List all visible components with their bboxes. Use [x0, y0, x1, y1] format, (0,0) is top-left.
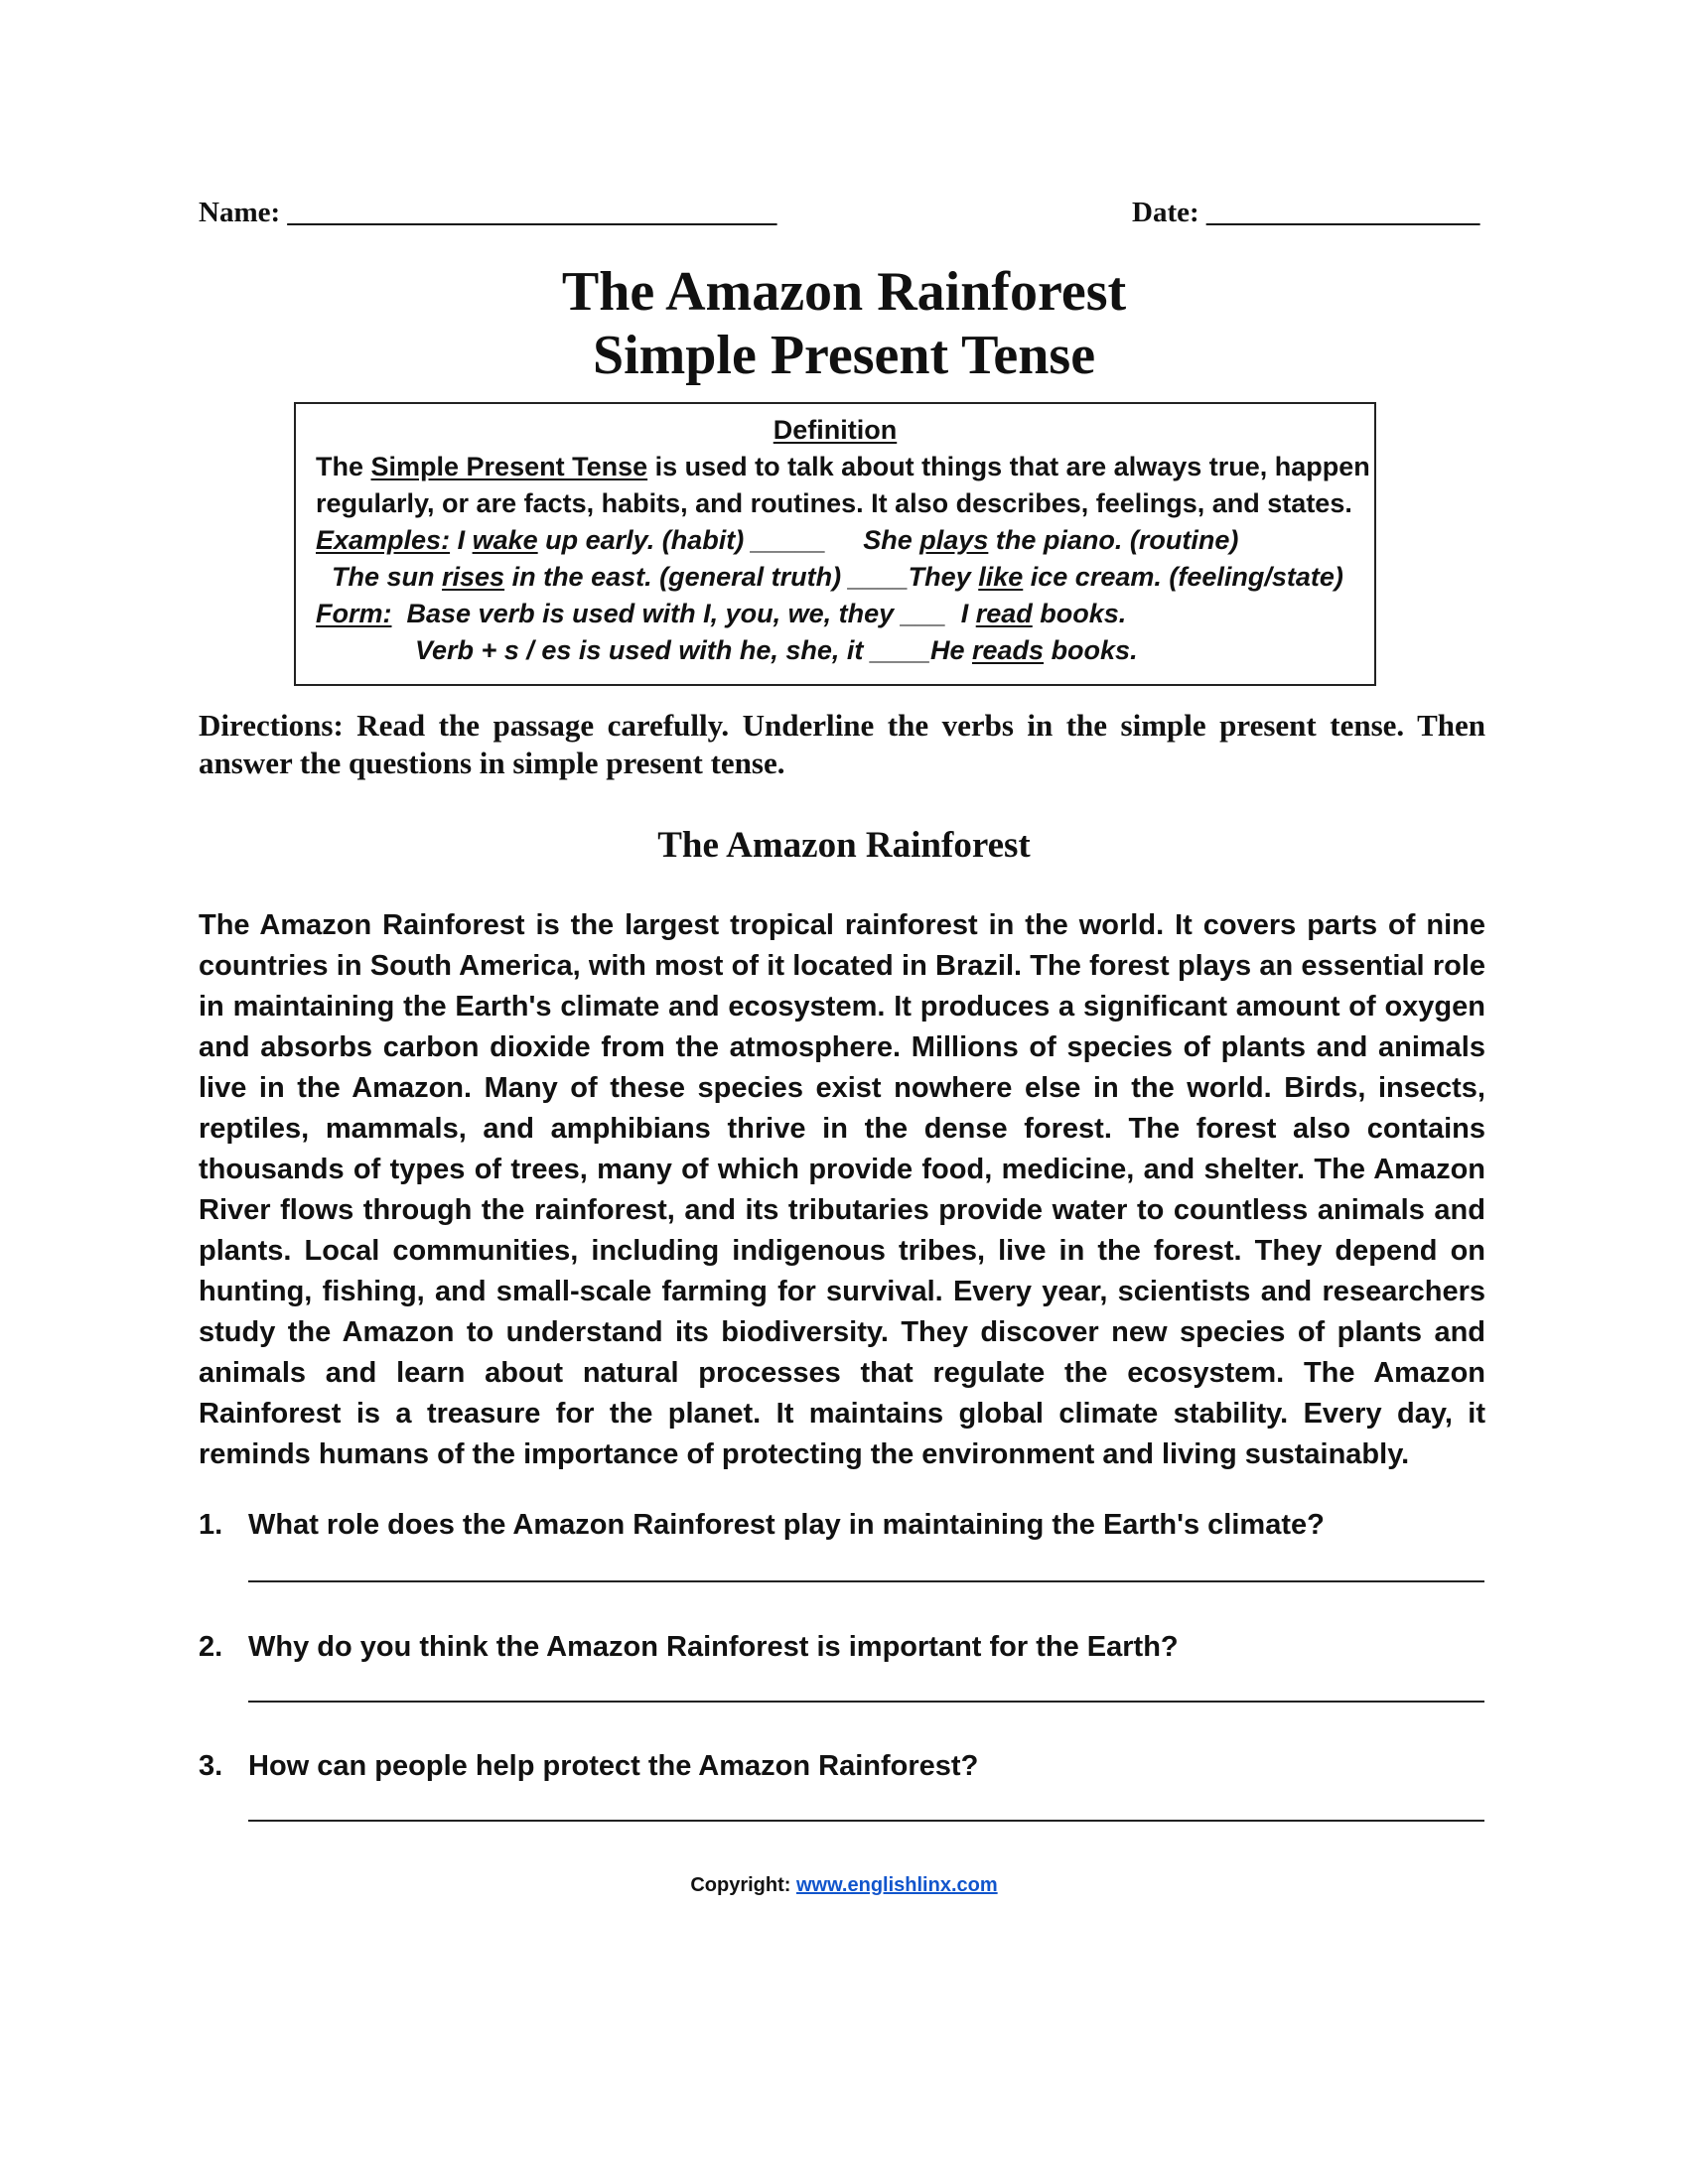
name-field[interactable]: Name: __________________________________	[199, 197, 777, 228]
page-subtitle: Simple Present Tense	[592, 325, 1096, 386]
question-2: 2. Why do you think the Amazon Rainforest is important for the Earth?	[199, 1631, 1179, 1663]
definition-box	[294, 402, 1376, 686]
copyright-link[interactable]: www.englishlinx.com	[796, 1874, 998, 1896]
form-line-1: Form: Base verb is used with I, you, we, they ___ I read books.	[316, 599, 1127, 628]
form-line-2: Verb + s / es is used with he, she, it ____He reads books.	[415, 635, 1138, 665]
answer-line-2[interactable]	[248, 1701, 1484, 1703]
copyright: Copyright: www.englishlinx.com	[690, 1874, 998, 1896]
page-title: The Amazon Rainforest	[561, 261, 1127, 323]
date-field[interactable]: Date: ___________________	[1132, 197, 1480, 228]
examples-line-2: The sun rises in the east. (general truth) ____They like ice cream. (feeling/state)	[332, 562, 1343, 592]
definition-heading: Definition	[773, 415, 898, 445]
definition-line-1: The Simple Present Tense is used to talk about things that are always true, happen	[316, 452, 1370, 481]
examples-line-1: Examples: I wake up early. (habit) _____ She plays the piano. (routine)	[316, 525, 1239, 555]
passage-title: The Amazon Rainforest	[657, 825, 1031, 866]
definition-line-2: regularly, or are facts, habits, and routines. It also describes, feelings, and states.	[316, 488, 1352, 518]
answer-line-3[interactable]	[248, 1820, 1484, 1822]
directions: Directions: Read the passage carefully. Underline the verbs in the simple present tense. Then answer the questions in simple present tense.	[199, 708, 1485, 780]
passage-text: The Amazon Rainforest is the largest tropical rainforest in the world. It covers parts of nine countries in South America, with most of it located in Brazil. The forest plays an essential role in maintaining the Earth's climate and ecosystem. It produces a significant amount of oxygen and absorbs carbon dioxide from the atmosphere. Millions of species of plants and animals live in the Amazon. Many of these species exist nowhere else in the world. Birds, insects, reptiles, mammals, and amphibians thrive in the dense forest. The forest also contains thousands of types of trees, many of which provide food, medicine, and shelter. The Amazon River flows through the rainforest, and its tributaries provide water to countless animals and plants. Local communities, including indigenous tribes, live in the forest. They depend on hunting, fishing, and small-scale farming for survival. Every year, scientists and researchers study the Amazon to understand its biodiversity. They discover new species of plants and animals and learn about natural processes that regulate the ecosystem. The Amazon Rainforest is a treasure for the planet. It maintains global climate stability. Every day, it reminds humans of the importance of protecting the environment and living sustainably.	[199, 909, 1485, 1470]
answer-line-1[interactable]	[248, 1580, 1484, 1582]
header-row	[199, 197, 1489, 236]
question-1: 1. What role does the Amazon Rainforest play in maintaining the Earth's climate?	[199, 1509, 1325, 1541]
question-3: 3. How can people help protect the Amazon Rainforest?	[199, 1750, 979, 1782]
